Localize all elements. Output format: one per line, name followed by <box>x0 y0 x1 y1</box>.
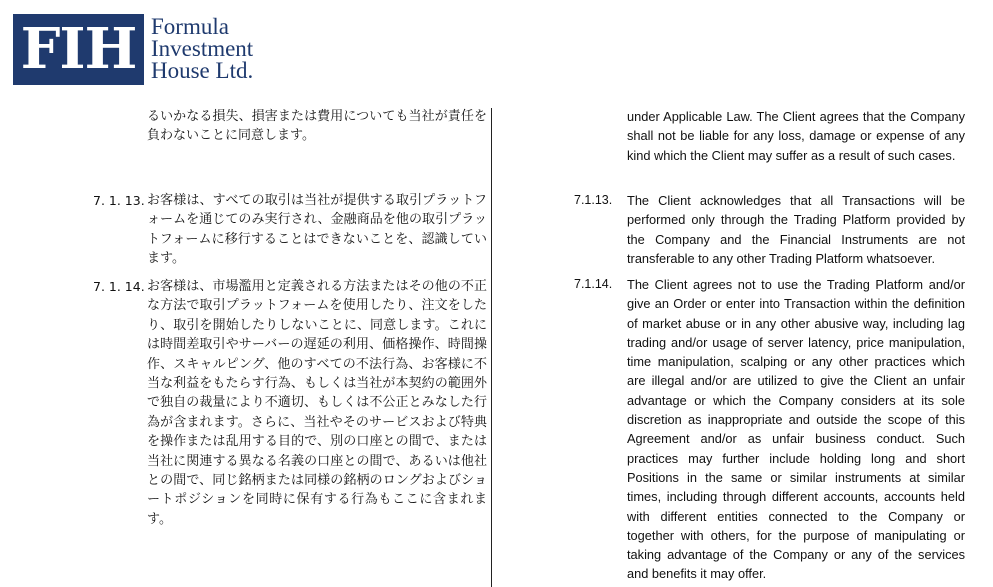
jp-clause-text-7-1-14: お客様は、市場濫用と定義される方法またはその他の不正な方法で取引プラットフォームを使用したり、注文をしたり、取引を開始したりしないことに、同意します。これには時間差取引やサーバーの遅延の利用、価格操作、時間操作、スキャルピング、他のすべての不法行為、お客様に不当な利益をもたらす行為、もしくは当社が本契約の範囲外で独自の裁量により不適切、もしくは不公正とみなした行為が含まれます。さらに、当社やそのサービスおよび特典を操作または乱用する目的で、別の口座との間で、または当社に関連する異なる名義の口座との間で、あるいは他社との間で、同じ銘柄または同様の銘柄のロングおよびショートポジションを同時に保有する行為もここに含まれます。 <box>147 279 487 527</box>
en-clause-text-7-1-13: The Client acknowledges that all Transactions will be performed only through the Trading Platform provided by the Company and the Financial Instruments are not transferable to any other Trading Platform whatsoever. <box>627 193 965 266</box>
company-line-3: House Ltd. <box>151 58 254 83</box>
jp-clause-number-7-1-14: 7. 1. 14. <box>93 279 145 294</box>
column-divider <box>491 108 492 587</box>
jp-clause-number-7-1-13: 7. 1. 13. <box>93 193 145 208</box>
en-continuation-text: under Applicable Law. The Client agrees that the Company shall not be liable for any loss, damage or expense of any kind which the Client may suffer as a result of such cases. <box>627 109 965 163</box>
jp-clause-text-7-1-13: お客様は、すべての取引は当社が提供する取引プラットフォームを通じてのみ実行され、金融商品を他の取引プラットフォームに移行することはできないことを、認識しています。 <box>147 193 487 267</box>
fih-logo <box>13 14 144 85</box>
en-clause-number-7-1-14: 7.1.14. <box>574 277 613 291</box>
jp-continuation-text: るいかなる損失、損害または費用についても当社が責任を負わないことに同意します。 <box>147 109 487 144</box>
en-clause-text-7-1-14: The Client agrees not to use the Trading Platform and/or give an Order or enter into Transaction within the definition of market abuse or in any other abusive way, including lag trading and/or usage of server latency, price manipulation, time manipulation, scalping or any other practices which are illegal and/or are utilized to give the Client an unfair advantage or which the Company considers at its sole discretion as inappropriate and outside the scope of this Agreement and/or as unfair business conduct. Such practices may further include holding long and short Positions in the same or similar instruments at similar times, including through different accounts, accounts held with different entities connected to the Company or together with others, for the purpose of manipulating or taking advantage of the Company or any of the services and benefits it may offer. <box>627 277 965 582</box>
logo-text: FIH <box>20 16 137 82</box>
company-line-1: Formula <box>151 14 229 39</box>
en-clause-number-7-1-13: 7.1.13. <box>574 193 613 207</box>
company-name <box>151 16 253 82</box>
company-line-2: Investment <box>151 36 254 61</box>
